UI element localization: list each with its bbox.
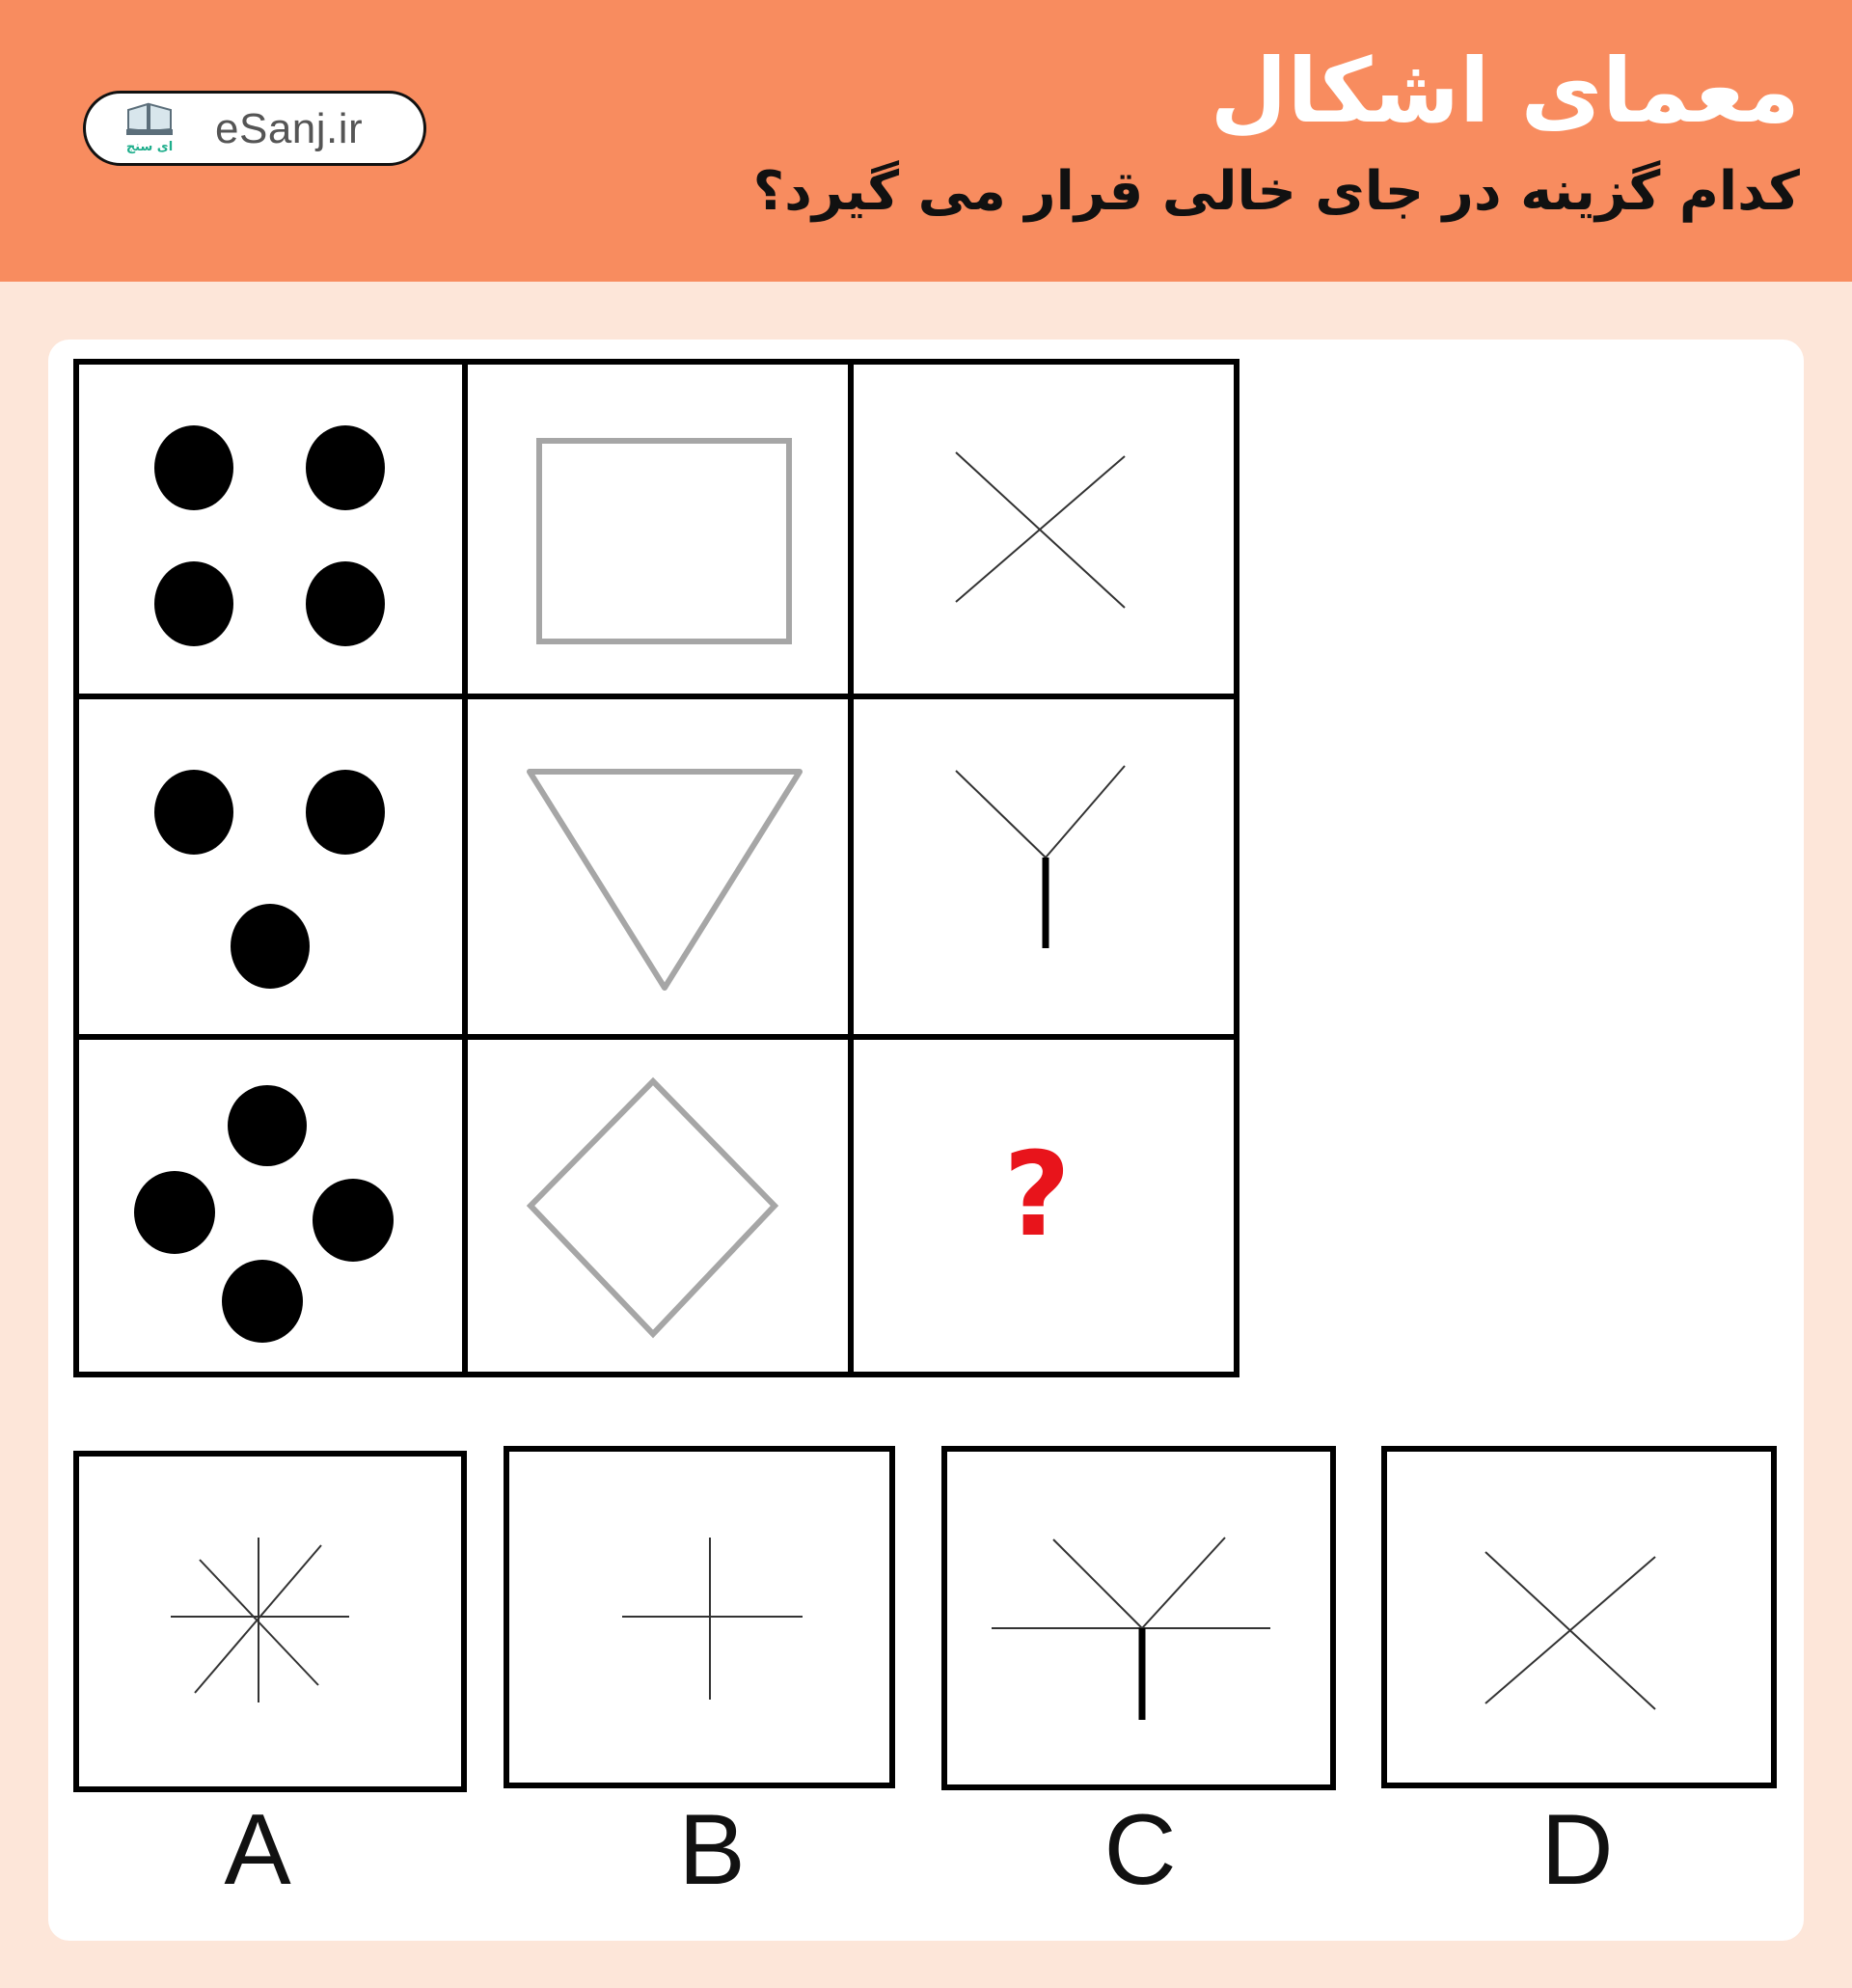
option-c-label[interactable]: C bbox=[1103, 1794, 1177, 1906]
logo-text: ای سنج bbox=[125, 140, 174, 154]
option-b[interactable] bbox=[506, 1449, 892, 1785]
brand-text: eSanj.ir bbox=[215, 105, 364, 152]
option-d-label[interactable]: D bbox=[1540, 1794, 1614, 1906]
option-a-label[interactable]: A bbox=[224, 1794, 291, 1906]
option-a-box[interactable] bbox=[76, 1454, 464, 1789]
option-b-label[interactable]: B bbox=[678, 1794, 746, 1906]
option-d[interactable] bbox=[1384, 1449, 1774, 1785]
option-c[interactable] bbox=[944, 1449, 1333, 1787]
page-title: معمای اشکال bbox=[1210, 40, 1800, 143]
option-c-box[interactable] bbox=[944, 1449, 1333, 1787]
option-a[interactable] bbox=[76, 1454, 464, 1789]
question-mark: ? bbox=[1003, 1129, 1071, 1263]
option-d-box[interactable] bbox=[1384, 1449, 1774, 1785]
page-subtitle: کدام گزینه در جای خالی قرار می گیرد؟ bbox=[752, 160, 1800, 223]
